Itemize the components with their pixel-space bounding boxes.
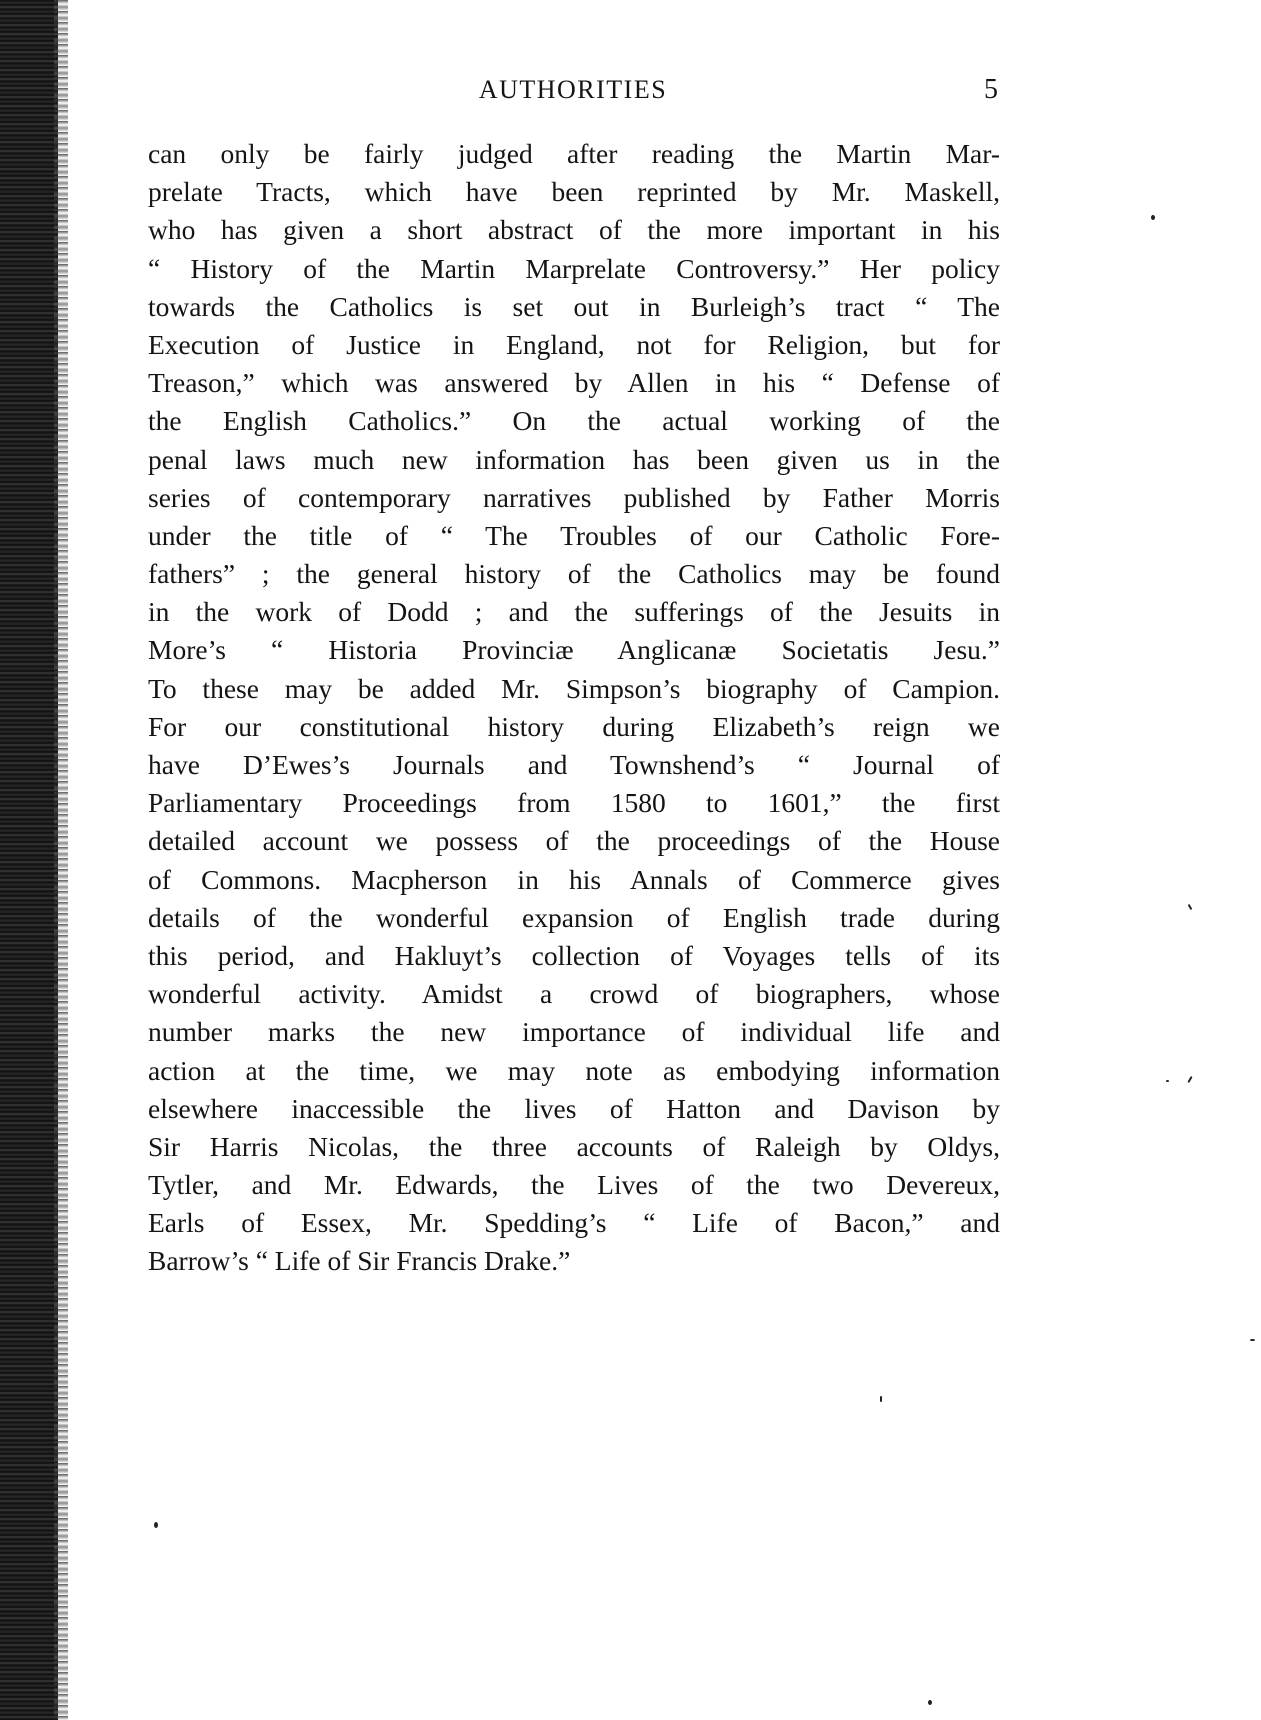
scan-speck: [154, 1522, 158, 1528]
text-line: who has given a short abstract of the more important in his: [148, 214, 1000, 246]
text-line: wonderful activity. Amidst a crowd of biographers, whose: [148, 978, 1000, 1010]
text-line: towards the Catholics is set out in Burleigh’s tract “ The: [148, 290, 1000, 322]
text-line-final: Barrow’s “ Life of Sir Francis Drake.”: [148, 1245, 571, 1277]
scan-speck: [1188, 904, 1193, 910]
text-line: details of the wonderful expansion of English trade during: [148, 901, 1000, 933]
text-line: Parliamentary Proceedings from 1580 to 1601,” the first: [148, 787, 1000, 819]
scan-speck: [1166, 1080, 1169, 1082]
text-line: Treason,” which was answered by Allen in his “ Defense of: [148, 367, 1000, 399]
text-line: can only be fairly judged after reading the Martin Mar-: [148, 138, 1000, 169]
text-line: fathers” ; the general history of the Catholics may be found: [148, 558, 1000, 590]
text-line: “ History of the Martin Marprelate Controversy.” Her policy: [148, 252, 1000, 284]
text-line: series of contemporary narratives published by Father Morris: [148, 481, 1000, 513]
text-line: penal laws much new information has been given us in the: [148, 443, 1000, 475]
text-line: elsewhere inaccessible the lives of Hatton and Davison by: [148, 1092, 1000, 1124]
text-line: prelate Tracts, which have been reprinted by Mr. Maskell,: [148, 176, 1000, 208]
text-line: To these may be added Mr. Simpson’s biography of Campion.: [148, 672, 1000, 704]
text-line: the English Catholics.” On the actual working of the: [148, 405, 1000, 437]
scan-speck: [1151, 215, 1155, 220]
body-paragraph: [148, 135, 1000, 1281]
scanned-binding-edge: [0, 0, 58, 1720]
scan-speck: [1187, 1076, 1192, 1083]
page-number: 5: [984, 74, 998, 105]
scan-speck: [1250, 1339, 1255, 1341]
text-line: Sir Harris Nicolas, the three accounts of Raleigh by Oldys,: [148, 1130, 1000, 1162]
text-line: of Commons. Macpherson in his Annals of Commerce gives: [148, 863, 1000, 895]
text-line: Tytler, and Mr. Edwards, the Lives of the two Devereux,: [148, 1169, 1000, 1201]
text-line: For our constitutional history during Elizabeth’s reign we: [148, 710, 1000, 742]
text-line: under the title of “ The Troubles of our Catholic Fore-: [148, 519, 1000, 551]
text-line: in the work of Dodd ; and the sufferings of the Jesuits in: [148, 596, 1000, 628]
text-line: More’s “ Historia Provinciæ Anglicanæ Societatis Jesu.”: [148, 634, 1000, 666]
text-line: Execution of Justice in England, not for Religion, but for: [148, 328, 1000, 360]
running-title: AUTHORITIES: [478, 75, 668, 104]
text-line: have D’Ewes’s Journals and Townshend’s “ Journal of: [148, 749, 1000, 780]
text-line: number marks the new importance of individual life and: [148, 1016, 1000, 1048]
text-line: Earls of Essex, Mr. Spedding’s “ Life of Bacon,” and: [148, 1207, 1000, 1239]
text-line: action at the time, we may note as embodying information: [148, 1054, 1000, 1086]
text-line: this period, and Hakluyt’s collection of Voyages tells of its: [148, 939, 1000, 971]
scan-speck: [880, 1396, 882, 1402]
scan-speck: [928, 1700, 932, 1705]
running-header: [148, 70, 998, 110]
text-line: detailed account we possess of the proceedings of the House: [148, 825, 1000, 857]
